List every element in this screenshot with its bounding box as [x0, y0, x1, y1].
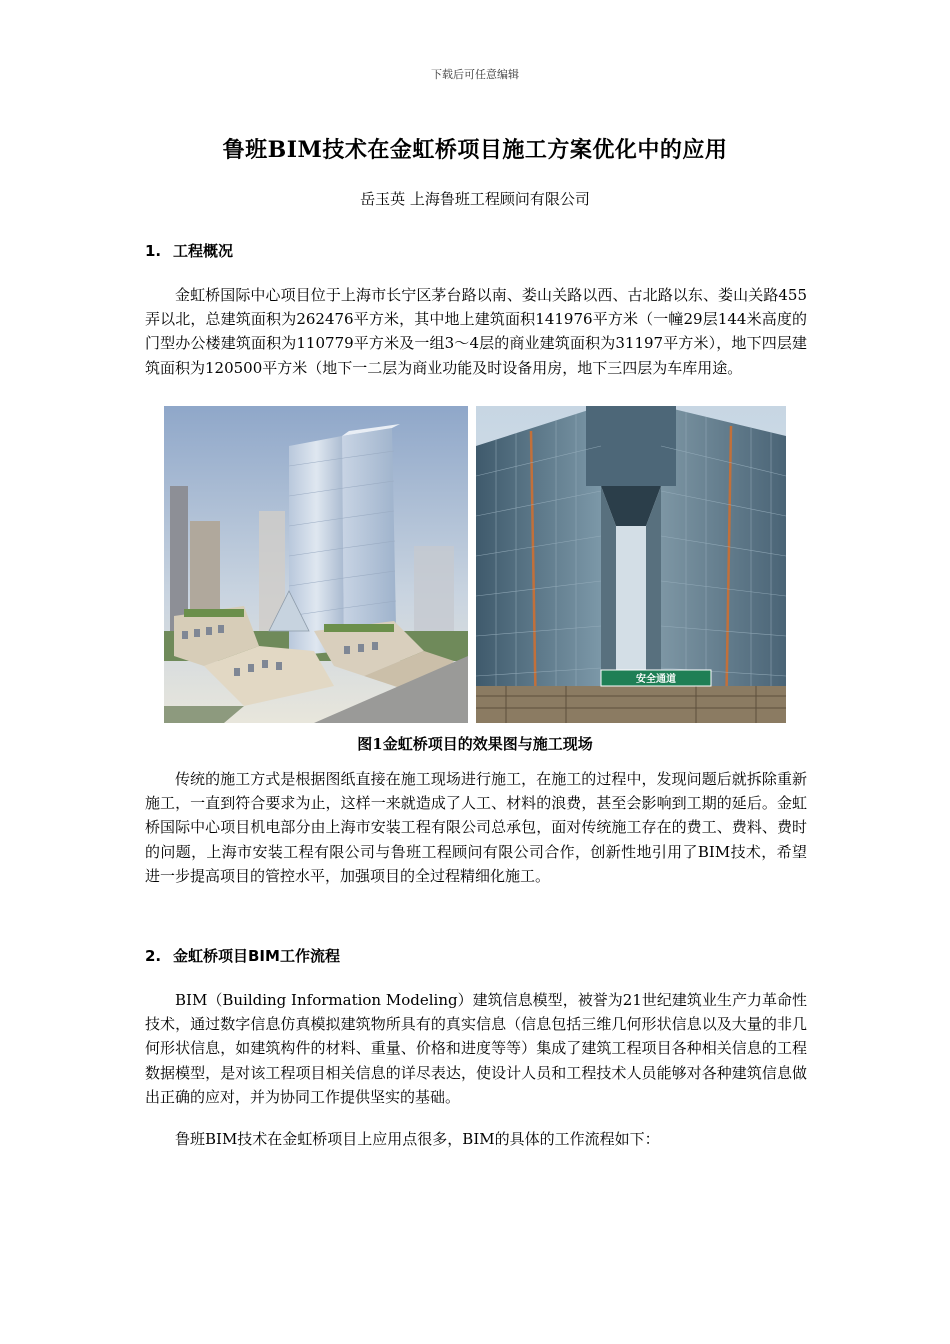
section-2-number: 2.	[145, 947, 162, 965]
section-2-paragraph-2: 鲁班BIM技术在金虹桥项目上应用点很多，BIM的具体的工作流程如下：	[175, 1130, 660, 1148]
section-1-title: 工程概况	[173, 242, 234, 260]
section-1-paragraph-2: 传统的施工方式是根据图纸直接在施工现场进行施工，在施工的过程中，发现问题后就拆除重新施工，一直到符合要求为止，这样一来就造成了人工、材料的浪费，甚至会影响到工期的延后。金虹桥国际中心项目机电部分由上海市安装工程有限公司总承包，面对传统施工存在的费工、费料、费时的问题，上海市安装工程有限公司与鲁班工程顾问有限公司合作，创新性地引用了BIM技术，希望进一步提高项目的管控水平，加强项目的全过程精细化施工。	[145, 770, 807, 885]
header-note: 下载后可任意编辑	[431, 68, 519, 81]
author-line: 岳玉英 上海鲁班工程顾问有限公司	[360, 190, 590, 208]
rendering-image	[164, 406, 468, 723]
section-2-title: 金虹桥项目BIM工作流程	[173, 947, 340, 965]
figure-1	[164, 406, 786, 723]
section-2-heading	[145, 945, 340, 966]
section-1-paragraph-1: 金虹桥国际中心项目位于上海市长宁区茅台路以南、娄山关路以西、古北路以东、娄山关路455弄以北，总建筑面积为262476平方米，其中地上建筑面积141976平方米（一幢29层144米高度的门型办公楼建筑面积为110779平方米及一组3～4层的商业建筑面积为31197平方米），地下四层建筑面积为120500平方米（地下一二层为商业功能及时设备用房，地下三四层为车库用途。	[145, 286, 807, 377]
section-2-paragraph-1: BIM（Building Information Modeling）建筑信息模型，被誉为21世纪建筑业生产力革命性技术，通过数字信息仿真模拟建筑物所具有的真实信息（信息包括三维几何形状信息以及大量的非几何形状信息，如建筑构件的材料、重量、价格和进度等等）集成了建筑工程项目各种相关信息的工程数据模型，是对该工程项目相关信息的详尽表达，使设计人员和工程技术人员能够对各种建筑信息做出正确的应对，并为协同工作提供坚实的基础。	[145, 991, 807, 1106]
figure-1-caption: 图1金虹桥项目的效果图与施工现场	[357, 735, 593, 753]
safety-passage-sign-text: 安全通道	[636, 674, 676, 685]
section-1-number: 1.	[145, 242, 162, 260]
document-title: 鲁班BIM技术在金虹桥项目施工方案优化中的应用	[222, 137, 728, 163]
section-1-heading	[145, 240, 233, 261]
construction-photo	[476, 406, 786, 723]
